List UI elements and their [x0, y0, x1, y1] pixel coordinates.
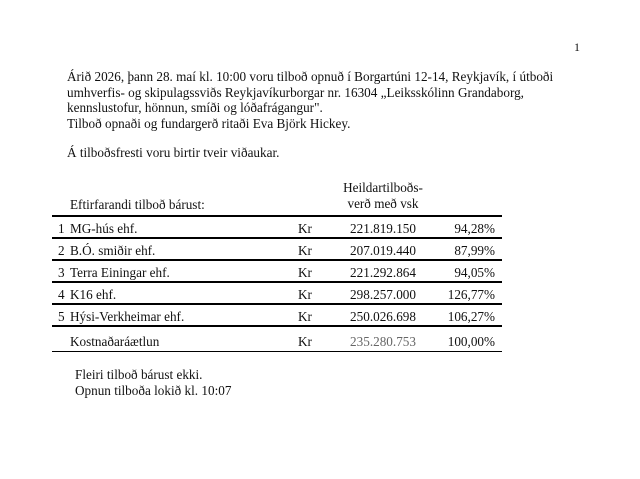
- amount-header-line: verð með vsk: [347, 196, 419, 211]
- received-bids-label: Eftirfarandi tilboð bárust:: [70, 197, 205, 212]
- bid-amount: 250.026.698: [350, 309, 416, 324]
- footer-notes: [75, 367, 231, 398]
- bidder-name: MG-hús ehf.: [70, 221, 138, 236]
- table-row: [52, 239, 502, 261]
- currency: Kr: [298, 334, 312, 349]
- bid-number: 2: [58, 243, 65, 258]
- bid-percent: 126,77%: [447, 287, 495, 302]
- currency: Kr: [298, 287, 312, 302]
- bid-percent: 106,27%: [447, 309, 495, 324]
- bid-amount: 298.257.000: [350, 287, 416, 302]
- bidder-name: Hýsi-Verkheimar ehf.: [70, 309, 185, 324]
- footer-line: Opnun tilboða lokið kl. 10:07: [75, 382, 232, 398]
- table-row: [52, 261, 502, 283]
- page-number: 1: [574, 40, 580, 54]
- bid-percent: 94,05%: [454, 265, 495, 280]
- table-row: [52, 217, 502, 239]
- table-row: [52, 283, 502, 305]
- bid-number: 4: [58, 287, 65, 302]
- table-row: [52, 305, 502, 327]
- bidder-name: B.Ó. smiðir ehf.: [70, 243, 156, 258]
- row-rule: [52, 351, 502, 352]
- estimate-amount: 235.280.753: [350, 334, 416, 349]
- intro-line: Árið 2026, þann 28. maí kl. 10:00 voru tilboð opnuð í Borgartúni 12-14, Reykjavík, í útboði: [67, 69, 554, 84]
- bid-number: 1: [58, 221, 65, 236]
- cost-estimate-row: [52, 330, 502, 352]
- bidder-name: Terra Einingar ehf.: [70, 265, 170, 280]
- addenda-note: Á tilboðsfresti voru birtir tveir viðaukar.: [67, 145, 280, 160]
- bid-percent: 87,99%: [454, 243, 495, 258]
- intro-line: Tilboð opnaði og fundargerð ritaði Eva Björk Hickey.: [67, 115, 351, 131]
- row-rule: [52, 325, 502, 327]
- bid-amount: 207.019.440: [350, 243, 416, 258]
- bidder-name: K16 ehf.: [70, 287, 117, 302]
- currency: Kr: [298, 265, 312, 280]
- bid-percent: 94,28%: [454, 221, 495, 236]
- currency: Kr: [298, 221, 312, 236]
- currency: Kr: [298, 309, 312, 324]
- bid-amount: 221.292.864: [350, 265, 416, 280]
- estimate-percent: 100,00%: [447, 334, 495, 349]
- bid-number: 5: [58, 309, 65, 324]
- intro-line: kennslustofur, hönnun, smíði og lóðafrágangur".: [67, 100, 323, 116]
- currency: Kr: [298, 243, 312, 258]
- bid-amount: 221.819.150: [350, 221, 416, 236]
- intro-paragraph: [67, 69, 587, 131]
- intro-line: umhverfis- og skipulagssviðs Reykjavíkurborgar nr. 16304 „Leiksskólinn Grandaborg,: [67, 84, 524, 100]
- estimate-label: Kostnaðaráætlun: [70, 334, 160, 349]
- footer-line: Fleiri tilboð bárust ekki.: [75, 367, 203, 382]
- amount-column-header: [335, 180, 431, 212]
- amount-header-line: Heildartilboðs-: [343, 180, 423, 195]
- bid-number: 3: [58, 265, 65, 280]
